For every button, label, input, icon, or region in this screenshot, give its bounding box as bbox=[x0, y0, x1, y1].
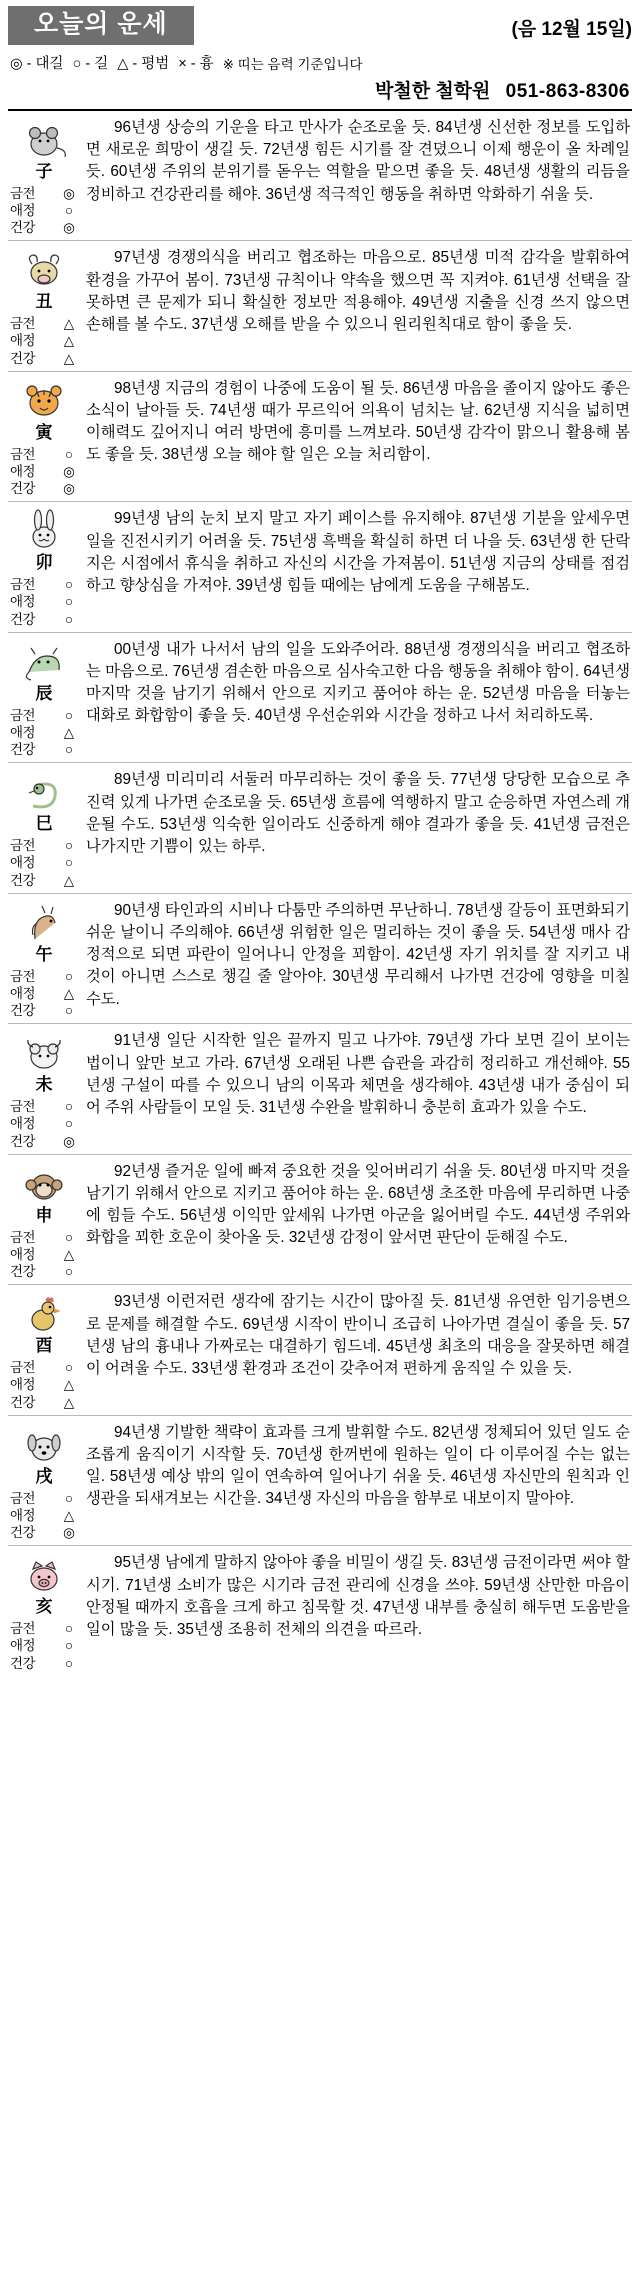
score-block bbox=[8, 1229, 80, 1281]
score-health-mark: ○ bbox=[64, 611, 74, 627]
fortune-text bbox=[80, 1551, 632, 1671]
score-love-mark: ○ bbox=[64, 1116, 74, 1132]
score-block bbox=[8, 185, 80, 237]
score-love-label: 애정 bbox=[10, 1246, 36, 1262]
fortune-text-content: 94년생 기발한 책략이 효과를 크게 발휘할 수도. 82년생 정체되어 있던 일도 순조롭게 움직이기 시작할 듯. 70년생 한꺼번에 원하는 일이 다 이루어질 수는 없는 일. 58년생 예상 밖의 일이 연속하여 일어나기 쉬울 듯. 46년생 자신만의 원칙과 인생관을 되새겨보는 시간을. 34년생 자신의 마음을 함부로 내보이지 말아야. bbox=[86, 1423, 630, 1508]
score-money-mark: ○ bbox=[64, 1360, 74, 1376]
fortune-text bbox=[80, 899, 632, 1019]
sign-summary bbox=[8, 377, 80, 497]
score-love bbox=[8, 985, 80, 1002]
score-health bbox=[8, 219, 80, 236]
score-health-label: 건강 bbox=[10, 1133, 36, 1149]
score-love-label: 애정 bbox=[10, 594, 36, 610]
score-love-mark: ○ bbox=[64, 855, 74, 871]
score-block bbox=[8, 446, 80, 498]
fortune-text bbox=[80, 246, 632, 366]
branch-label: 丑 bbox=[35, 292, 53, 312]
score-money-label: 금전 bbox=[10, 446, 36, 462]
page-title: 오늘의 운세 bbox=[8, 6, 194, 45]
score-health bbox=[8, 741, 80, 758]
sign-row bbox=[8, 1416, 632, 1546]
sign-row bbox=[8, 894, 632, 1024]
fortune-text bbox=[80, 638, 632, 758]
sign-row bbox=[8, 1024, 632, 1154]
score-health bbox=[8, 1002, 80, 1019]
fortune-text-content: 92년생 즐거운 일에 빠져 중요한 것을 잊어버리기 쉬울 듯. 80년생 마지막 것을 남기기 위해서 안으로 지키고 품어야 하는 운. 68년생 초조한 마음에 무리하면 나중에 힘들 수도. 56년생 이익만 앞세워 나가면 아군을 잃어버릴 수도. 44년생 주위와 화합을 꾀한 호운이 찾아올 듯. 32년생 감정이 앞서면 판단이 둔해질 수도. bbox=[86, 1162, 630, 1247]
score-money bbox=[8, 1359, 80, 1376]
score-love-label: 애정 bbox=[10, 724, 36, 740]
score-love-mark: △ bbox=[63, 1377, 75, 1393]
sign-summary bbox=[8, 507, 80, 627]
rabbit-icon bbox=[15, 507, 73, 553]
score-money bbox=[8, 1490, 80, 1507]
score-love-mark: △ bbox=[63, 1507, 75, 1523]
dog-icon bbox=[15, 1421, 73, 1467]
score-health-mark: ○ bbox=[64, 1264, 74, 1280]
fortune-text bbox=[80, 1421, 632, 1541]
score-money-mark: ○ bbox=[64, 446, 74, 462]
fortune-text-content: 98년생 지금의 경험이 나중에 도움이 될 듯. 86년생 마음을 졸이지 않아도 좋은 소식이 날아들 듯. 74년생 때가 무르익어 의욕이 넘치는 날. 62년생 지식을 넓히면 이해력도 깊어지니 여러 방면에 흥미를 느껴보라. 50년생 감각이 맑으니 활용해 봄도 좋을 듯. 38년생 오늘 해야 할 일은 오늘 처리함이. bbox=[86, 379, 630, 464]
fortune-text bbox=[80, 507, 632, 627]
score-health bbox=[8, 1524, 80, 1541]
score-money-mark: ○ bbox=[64, 707, 74, 723]
score-money-label: 금전 bbox=[10, 1099, 36, 1115]
sign-row bbox=[8, 1546, 632, 1675]
author-phone: 051-863-8306 bbox=[505, 81, 630, 102]
branch-label: 酉 bbox=[35, 1336, 53, 1356]
fortune-text-content: 97년생 경쟁의식을 버리고 협조하는 마음으로. 85년생 미적 감각을 발휘하여 환경을 가꾸어 봄이. 73년생 규칙이나 약속을 했으면 꼭 지켜야. 61년생 선택을 잘못하면 큰 문제가 되니 확실한 정보만 적용해야. 49년생 지출을 신경 쓰지 않으면 손해를 볼 수도. 37년생 오해를 받을 수 있으니 원리원칙대로 함이 좋을 듯. bbox=[86, 249, 630, 333]
dragon-icon bbox=[15, 638, 73, 684]
sign-row bbox=[8, 1285, 632, 1415]
score-love-mark: △ bbox=[63, 985, 75, 1001]
score-money-mark: ○ bbox=[64, 1099, 74, 1115]
score-block bbox=[8, 837, 80, 889]
sign-summary bbox=[8, 1029, 80, 1149]
fortune-text bbox=[80, 116, 632, 236]
sign-summary bbox=[8, 899, 80, 1019]
score-block bbox=[8, 1359, 80, 1411]
score-love-label: 애정 bbox=[10, 1116, 36, 1132]
score-health bbox=[8, 480, 80, 497]
score-money bbox=[8, 707, 80, 724]
legend-item-1: ○ - 길 bbox=[72, 56, 109, 72]
score-health bbox=[8, 1263, 80, 1280]
branch-label: 卯 bbox=[35, 553, 53, 573]
score-health-label: 건강 bbox=[10, 611, 36, 627]
rat-icon bbox=[15, 116, 73, 162]
score-love-mark: △ bbox=[63, 724, 75, 740]
sign-summary bbox=[8, 116, 80, 236]
score-love-mark: ○ bbox=[64, 594, 74, 610]
lunar-date: (음 12월 15일) bbox=[511, 19, 632, 40]
score-health-mark: ◎ bbox=[63, 220, 75, 236]
score-love-mark: ○ bbox=[64, 1638, 74, 1654]
tiger-icon bbox=[15, 377, 73, 423]
branch-label: 辰 bbox=[35, 683, 53, 703]
score-money-label: 금전 bbox=[10, 707, 36, 723]
score-block bbox=[8, 707, 80, 759]
score-money-label: 금전 bbox=[10, 1490, 36, 1506]
score-block bbox=[8, 1490, 80, 1542]
sign-summary bbox=[8, 638, 80, 758]
sign-row bbox=[8, 502, 632, 632]
sign-summary bbox=[8, 1160, 80, 1280]
score-health-mark: ○ bbox=[64, 742, 74, 758]
sign-row bbox=[8, 241, 632, 371]
score-money-label: 금전 bbox=[10, 316, 36, 332]
sign-summary bbox=[8, 768, 80, 888]
author-name: 박철한 철학원 bbox=[374, 81, 491, 102]
score-money-mark: △ bbox=[63, 316, 75, 332]
score-love-label: 애정 bbox=[10, 1638, 36, 1654]
fortune-text-content: 95년생 남에게 말하지 않아야 좋을 비밀이 생길 듯. 83년생 금전이라면 써야 할 시기. 71년생 소비가 많은 시기라 금전 관리에 신경을 쓰야. 59년생 산만한 마음이 안정될 때까지 호흡을 크게 하고 침묵할 것. 47년생 내부를 충실히 해두면 도움받을 일이 많을 듯. 35년생 조용히 전체의 의견을 따르라. bbox=[86, 1554, 630, 1638]
sign-summary bbox=[8, 1551, 80, 1671]
snake-icon bbox=[15, 768, 73, 814]
fortune-text-content: 91년생 일단 시작한 일은 끝까지 밀고 나가야. 79년생 가다 보면 길이 보이는 법이니 앞만 보고 가라. 67년생 오래된 나쁜 습관을 과감히 정리하고 개선해야. 55년생 구설이 따를 수 있으니 남의 이목과 체면을 생각해야. 43년생 내가 중심이 되어 주위 사람들이 모일 듯. 31년생 수완을 발휘하니 충분히 효과가 있을 수도. bbox=[86, 1032, 630, 1116]
sign-row bbox=[8, 1155, 632, 1285]
score-love bbox=[8, 1246, 80, 1263]
score-money-label: 금전 bbox=[10, 1360, 36, 1376]
score-love-mark: ◎ bbox=[63, 463, 75, 479]
fortune-text-content: 90년생 타인과의 시비나 다툼만 주의하면 무난하니. 78년생 갈등이 표면화되기 쉬운 날이니 주의해야. 66년생 위험한 일은 멀리하는 것이 좋을 듯. 54년생 매사 감정적으로 되면 파란이 일어나니 안정을 꾀함이. 42년생 자기 위치를 잘 지키고 내 것이 아니면 스스로 챙길 줄 알아야. 30년생 무리해서 나가면 건강에 영향을 미칠 수도. bbox=[86, 901, 630, 1008]
sheep-icon bbox=[15, 1029, 73, 1075]
score-money-mark: ○ bbox=[64, 1621, 74, 1637]
sign-row bbox=[8, 633, 632, 763]
fortune-text-content: 00년생 내가 나서서 남의 일을 도와주어라. 88년생 경쟁의식을 버리고 협조하는 마음으로. 76년생 겸손한 마음으로 심사숙고한 다음 행동을 취해야 함이. 64년생 마지막 것을 남기기 위해서 안으로 지키고 품어야 하는 운. 52년생 마음을 터놓는 대화로 화합함이 좋을 듯. 40년생 우선순위와 시간을 정하고 나서 처리하도록. bbox=[86, 640, 630, 725]
score-health bbox=[8, 1655, 80, 1672]
score-money bbox=[8, 837, 80, 854]
score-love-mark: △ bbox=[63, 333, 75, 349]
sign-summary bbox=[8, 246, 80, 366]
score-money bbox=[8, 446, 80, 463]
score-love bbox=[8, 1115, 80, 1132]
score-health bbox=[8, 611, 80, 628]
branch-label: 子 bbox=[35, 162, 53, 181]
legend-item-3: × - 흉 bbox=[178, 56, 214, 72]
score-money bbox=[8, 1620, 80, 1637]
score-money-label: 금전 bbox=[10, 838, 36, 854]
score-money-label: 금전 bbox=[10, 968, 36, 984]
score-health-label: 건강 bbox=[10, 481, 36, 497]
score-block bbox=[8, 576, 80, 628]
score-health-label: 건강 bbox=[10, 1525, 36, 1541]
score-love bbox=[8, 1637, 80, 1654]
score-health bbox=[8, 872, 80, 889]
score-health bbox=[8, 1394, 80, 1411]
branch-label: 未 bbox=[35, 1075, 53, 1095]
score-health bbox=[8, 350, 80, 367]
score-health-label: 건강 bbox=[10, 1003, 36, 1019]
score-love bbox=[8, 202, 80, 219]
score-health-mark: ○ bbox=[64, 1003, 74, 1019]
score-money-mark: ◎ bbox=[63, 185, 75, 201]
score-love-label: 애정 bbox=[10, 855, 36, 871]
score-money-label: 금전 bbox=[10, 577, 36, 593]
score-health-mark: ◎ bbox=[63, 1525, 75, 1541]
score-health-mark: △ bbox=[63, 350, 75, 366]
score-health-mark: △ bbox=[63, 872, 75, 888]
score-block bbox=[8, 1098, 80, 1150]
score-health-label: 건강 bbox=[10, 872, 36, 888]
legend-item-0: ◎ - 대길 bbox=[10, 56, 64, 72]
score-love-label: 애정 bbox=[10, 1377, 36, 1393]
sign-row bbox=[8, 372, 632, 502]
score-money-label: 금전 bbox=[10, 1621, 36, 1637]
score-love bbox=[8, 854, 80, 871]
fortune-text-content: 89년생 미리미리 서둘러 마무리하는 것이 좋을 듯. 77년생 당당한 모습으로 추진력 있게 나가면 순조로울 듯. 65년생 흐름에 역행하지 말고 순응하면 자연스레 개운될 수도. 53년생 익숙한 일이라도 신중하게 해야 결과가 좋을 듯. 41년생 금전은 나가지만 기쁨이 있는 하루. bbox=[86, 771, 630, 855]
score-love bbox=[8, 724, 80, 741]
score-block bbox=[8, 1620, 80, 1672]
score-money bbox=[8, 185, 80, 202]
score-love bbox=[8, 593, 80, 610]
score-love-mark: ○ bbox=[64, 202, 74, 218]
score-love bbox=[8, 1507, 80, 1524]
fortune-text bbox=[80, 377, 632, 497]
score-money-mark: ○ bbox=[64, 1490, 74, 1506]
branch-label: 戌 bbox=[35, 1466, 53, 1486]
score-love bbox=[8, 463, 80, 480]
fortune-text bbox=[80, 1160, 632, 1280]
legend bbox=[8, 52, 632, 73]
score-love bbox=[8, 1376, 80, 1393]
score-block bbox=[8, 315, 80, 367]
branch-label: 寅 bbox=[35, 422, 53, 442]
pig-icon bbox=[15, 1551, 73, 1597]
horse-icon bbox=[15, 899, 73, 945]
score-love-label: 애정 bbox=[10, 333, 36, 349]
sign-row bbox=[8, 763, 632, 893]
sign-summary bbox=[8, 1421, 80, 1541]
score-money-mark: ○ bbox=[64, 1229, 74, 1245]
score-money bbox=[8, 1229, 80, 1246]
score-money bbox=[8, 1098, 80, 1115]
score-love bbox=[8, 332, 80, 349]
score-health-label: 건강 bbox=[10, 742, 36, 758]
score-money bbox=[8, 315, 80, 332]
score-health-label: 건강 bbox=[10, 1655, 36, 1671]
sign-list bbox=[8, 111, 632, 1676]
score-health-label: 건강 bbox=[10, 1394, 36, 1410]
branch-label: 午 bbox=[35, 944, 53, 964]
fortune-text-content: 96년생 상승의 기운을 타고 만사가 순조로울 듯. 84년생 신선한 정보를 도입하면 새로운 희망이 생길 듯. 72년생 힘든 시기를 잘 견뎠으니 이제 행운이 올 차례일 듯. 60년생 주위의 분위기를 돋우는 역할을 맡으면 좋을 듯. 48년생 생활의 리듬을 정비하고 건강관리를 해야. 36년생 적극적인 행동을 취하면 악화하기 쉬울 듯. bbox=[86, 119, 630, 203]
score-money bbox=[8, 576, 80, 593]
fortune-text bbox=[80, 1029, 632, 1149]
fortune-text bbox=[80, 1290, 632, 1410]
score-love-label: 애정 bbox=[10, 202, 36, 218]
branch-label: 申 bbox=[35, 1205, 53, 1225]
score-love-mark: △ bbox=[63, 1246, 75, 1262]
score-love-label: 애정 bbox=[10, 463, 36, 479]
sign-row bbox=[8, 111, 632, 241]
score-health-mark: ◎ bbox=[63, 481, 75, 497]
score-money-mark: ○ bbox=[64, 838, 74, 854]
score-money-label: 금전 bbox=[10, 185, 36, 201]
score-health-label: 건강 bbox=[10, 1264, 36, 1280]
score-health-mark: ○ bbox=[64, 1655, 74, 1671]
branch-label: 巳 bbox=[35, 814, 53, 834]
score-love-label: 애정 bbox=[10, 985, 36, 1001]
fortune-text-content: 99년생 남의 눈치 보지 말고 자기 페이스를 유지해야. 87년생 기분을 앞세우면 일을 진전시키기 어려울 듯. 75년생 흑백을 확실히 하면 더 나을 듯. 63년생 한 단락 지은 시점에서 휴식을 취하고 자신의 시간을 가져봄이. 51년생 지금의 상태를 점검하고 향상심을 가져야. 39년생 힘들 때에는 남에게 도움을 구해봄도. bbox=[86, 510, 630, 594]
fortune-text-content: 93년생 이런저런 생각에 잠기는 시간이 많아질 듯. 81년생 유연한 임기응변으로 문제를 해결할 수도. 69년생 시작이 반이니 조급히 나아가면 결실이 좋을 듯. 57년생 남의 흉내나 가짜로는 대결하기 힘드네. 45년생 최초의 대응을 잘못하면 해결이 어려울 수도. 33년생 환경과 조건이 갖추어져 편하게 움직일 수 있을 듯. bbox=[86, 1293, 630, 1377]
score-love-label: 애정 bbox=[10, 1507, 36, 1523]
score-health-mark: △ bbox=[63, 1394, 75, 1410]
score-money-label: 금전 bbox=[10, 1229, 36, 1245]
score-money bbox=[8, 968, 80, 985]
score-health-label: 건강 bbox=[10, 220, 36, 236]
fortune-text bbox=[80, 768, 632, 888]
monkey-icon bbox=[15, 1160, 73, 1206]
author-line bbox=[8, 76, 632, 103]
score-money-mark: ○ bbox=[64, 968, 74, 984]
legend-item-2: △ - 평범 bbox=[117, 56, 170, 72]
page-header bbox=[8, 6, 632, 45]
score-health bbox=[8, 1133, 80, 1150]
score-health-mark: ◎ bbox=[63, 1133, 75, 1149]
branch-label: 亥 bbox=[35, 1597, 53, 1617]
ox-icon bbox=[15, 246, 73, 292]
score-block bbox=[8, 968, 80, 1020]
rooster-icon bbox=[15, 1290, 73, 1336]
legend-note: ※ 띠는 음력 기준입니다 bbox=[222, 56, 363, 72]
sign-summary bbox=[8, 1290, 80, 1410]
score-money-mark: ○ bbox=[64, 577, 74, 593]
score-health-label: 건강 bbox=[10, 350, 36, 366]
